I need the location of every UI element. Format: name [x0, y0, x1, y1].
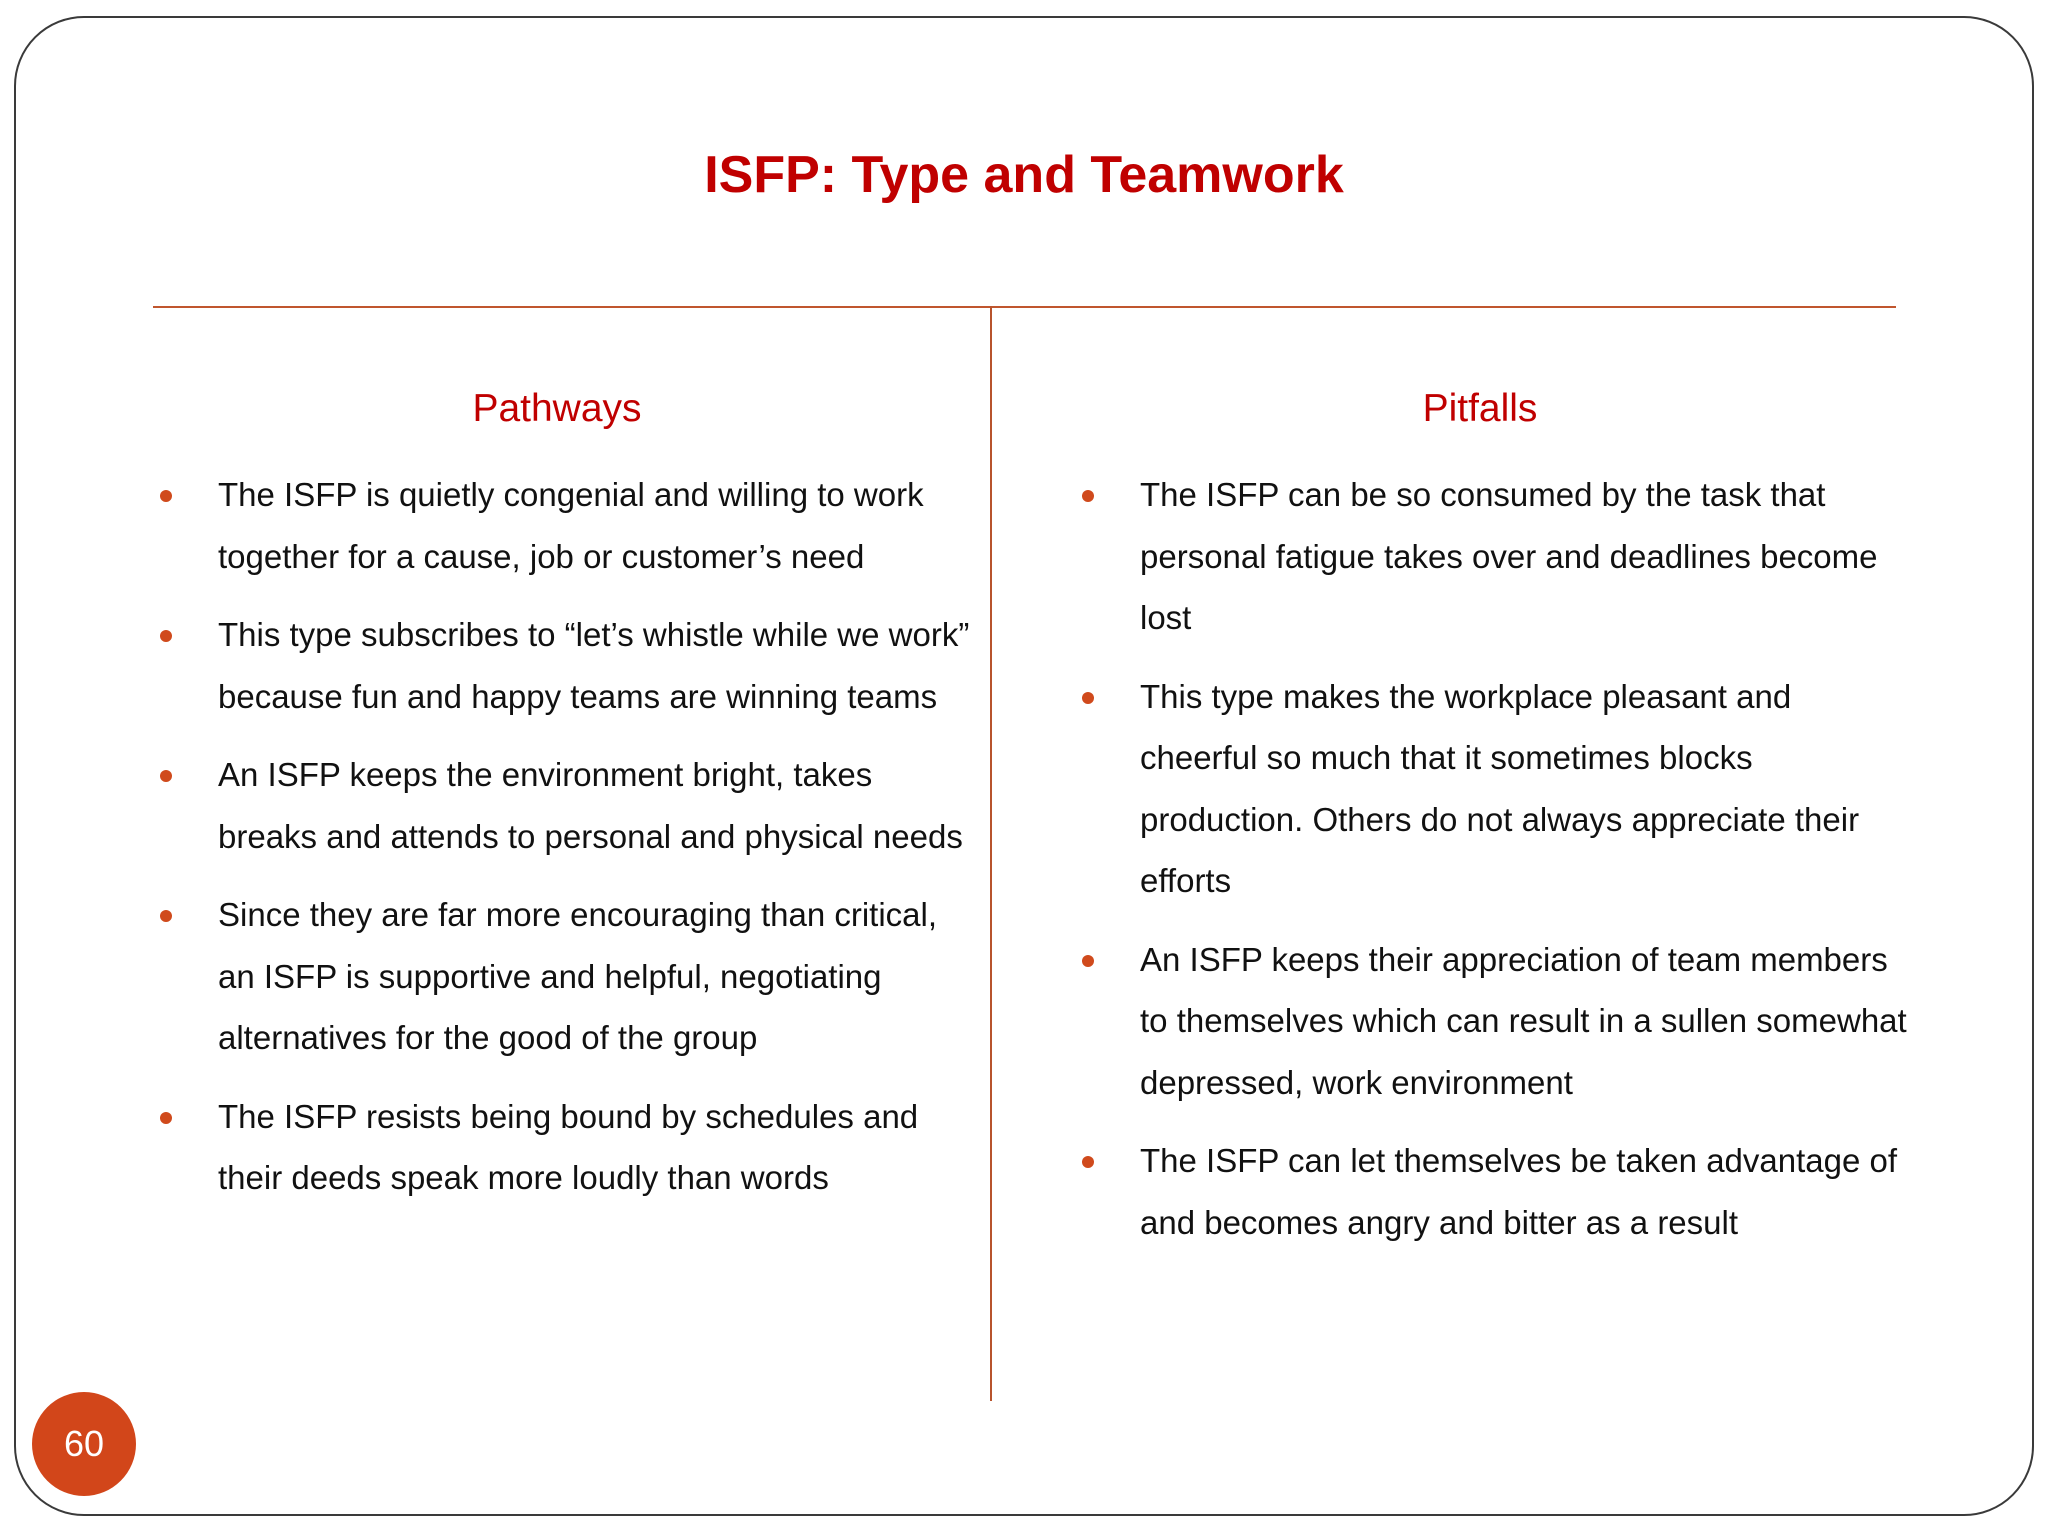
- bullet-icon: [160, 490, 172, 502]
- pathways-list: [150, 464, 980, 1226]
- pitfalls-item: [1072, 929, 1912, 1114]
- pathways-item: [150, 884, 980, 1069]
- pitfalls-heading: Pitfalls: [1422, 387, 1538, 430]
- bullet-icon: [160, 910, 172, 922]
- pathways-item: [150, 1086, 980, 1209]
- pathways-item-text: This type subscribes to “let’s whistle while we work” because fun and happy teams are winning teams: [218, 616, 970, 715]
- slide-title: ISFP: Type and Teamwork: [704, 146, 1344, 204]
- bullet-icon: [1082, 692, 1094, 704]
- pitfalls-item-text: An ISFP keeps their appreciation of team members to themselves which can result in a sullen somewhat depressed, work environment: [1140, 940, 1907, 1101]
- pathways-item: [150, 744, 980, 867]
- pitfalls-item-text: This type makes the workplace pleasant and cheerful so much that it sometimes blocks production. Others do not always appreciate their efforts: [1140, 677, 1860, 899]
- pathways-heading: Pathways: [472, 387, 642, 430]
- pitfalls-item-text: The ISFP can let themselves be taken advantage of and becomes angry and bitter as a result: [1140, 1142, 1898, 1241]
- bullet-icon: [1082, 490, 1094, 502]
- vertical-divider: [990, 306, 992, 1401]
- pitfalls-item: [1072, 464, 1912, 649]
- page-number-badge: 60: [32, 1392, 136, 1496]
- bullet-icon: [1082, 955, 1094, 967]
- pitfalls-item-text: The ISFP can be so consumed by the task that personal fatigue takes over and deadlines become lost: [1140, 476, 1878, 636]
- bullet-icon: [160, 1112, 172, 1124]
- bullet-icon: [160, 630, 172, 642]
- pitfalls-item: [1072, 1130, 1912, 1253]
- pathways-item-text: The ISFP is quietly congenial and willing to work together for a cause, job or customer’s need: [218, 476, 924, 575]
- horizontal-divider: [153, 306, 1896, 308]
- pitfalls-item: [1072, 666, 1912, 912]
- pathways-item-text: Since they are far more encouraging than critical, an ISFP is supportive and helpful, negotiating alternatives for the good of the group: [218, 896, 938, 1056]
- pitfalls-list: [1072, 464, 1912, 1270]
- bullet-icon: [1082, 1156, 1094, 1168]
- pathways-item-text: An ISFP keeps the environment bright, takes breaks and attends to personal and physical needs: [218, 756, 963, 855]
- bullet-icon: [160, 770, 172, 782]
- pathways-item: [150, 604, 980, 727]
- pathways-item-text: The ISFP resists being bound by schedules and their deeds speak more loudly than words: [218, 1097, 919, 1196]
- pathways-item: [150, 464, 980, 587]
